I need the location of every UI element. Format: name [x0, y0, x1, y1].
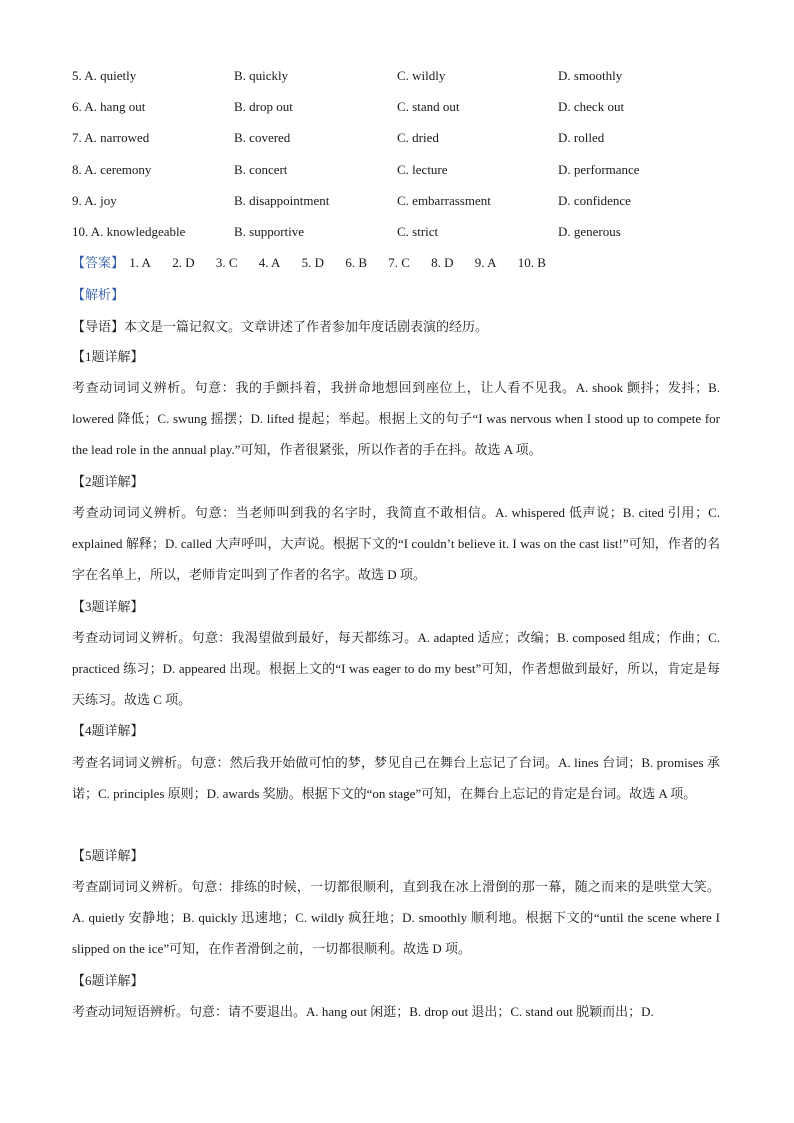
- answer-item: 8. D: [431, 255, 454, 270]
- option-b: B. supportive: [234, 223, 305, 239]
- option-a: 5. A. quietly: [72, 68, 137, 83]
- section-text: 考查动词短语辨析。句意：请不要退出。A. hang out 闲逛；B. drop out 退出；C. stand out 脱颖而出；D.: [72, 1004, 654, 1019]
- option-c: C. embarrassment: [397, 192, 491, 208]
- option-c: C. wildly: [397, 68, 446, 83]
- option-a: 10. A. knowledgeable: [72, 223, 186, 239]
- option-b: B. disappointment: [234, 192, 330, 208]
- answer-item: 3. C: [215, 255, 238, 270]
- option-d: D. performance: [558, 161, 640, 177]
- option-row: [72, 160, 732, 191]
- answer-item: 1. A: [129, 255, 151, 270]
- section-title: 【4题详解】: [72, 723, 144, 738]
- section-title: 【6题详解】: [72, 973, 144, 988]
- option-c: C. dried: [397, 130, 439, 146]
- option-row: [72, 191, 732, 222]
- answer-item: 10. B: [517, 255, 546, 270]
- option-b: B. concert: [234, 161, 288, 177]
- option-c: C. strict: [397, 223, 439, 239]
- option-d: D. generous: [558, 223, 621, 239]
- option-row: [72, 97, 732, 128]
- section-text: 考查动词词义辨析。句意：我渴望做到最好，每天都练习。A. adapted 适应；改编；B. composed 组成；作曲；C. practiced 练习；D. appeared 出现。根据上文的“I was eager to do my best”可知，作者想做到最好，所以，肯定是每天练习。故选 C 项。: [72, 630, 720, 708]
- section-text: 考查名词词义辨析。句意：然后我开始做可怕的梦，梦见自己在舞台上忘记了台词。A. lines 台词；B. promises 承诺；C. principles 原则；D. awards 奖励。根据下文的“on stage”可知，在舞台上忘记的肯定是台词。故选 A 项。: [72, 755, 720, 802]
- option-b: B. quickly: [234, 68, 289, 83]
- answer-item: 9. A: [474, 255, 497, 270]
- section-text: 考查副词词义辨析。句意：排练的时候，一切都很顺利，直到我在冰上滑倒的那一幕，随之而来的是哄堂大笑。A. quietly 安静地；B. quickly 迅速地；C. wildly 疯狂地；D. smoothly 顺利地。根据下文的“until the scene where I slipped on the ice”可知，在作者滑倒之前，一切都很顺利。故选 D 项。: [72, 879, 720, 957]
- answer-item: 2. D: [172, 255, 195, 270]
- option-d: D. check out: [558, 99, 625, 115]
- answer-label: 【答案】: [72, 255, 125, 270]
- answer-item: 5. D: [301, 255, 325, 270]
- analysis-label: 【解析】: [72, 287, 125, 302]
- option-a: 7. A. narrowed: [72, 130, 150, 146]
- option-a: 9. A. joy: [72, 192, 117, 208]
- answer-item: 6. B: [345, 255, 367, 270]
- option-b: B. covered: [234, 130, 291, 146]
- option-c: C. lecture: [397, 161, 448, 177]
- answer-key: [72, 253, 564, 273]
- answer-item: 4. A: [258, 255, 281, 270]
- section-title: 【2题详解】: [72, 474, 144, 489]
- option-row: [72, 66, 732, 97]
- option-d: D. smoothly: [558, 68, 623, 83]
- option-row: [72, 128, 732, 159]
- guide-text: 【导语】本文是一篇记叙文。文章讲述了作者参加年度话剧表演的经历。: [72, 319, 489, 334]
- option-b: B. drop out: [234, 99, 293, 115]
- answer-item: 7. C: [388, 255, 410, 270]
- option-d: D. confidence: [558, 192, 631, 208]
- option-row: [72, 222, 732, 253]
- option-a: 6. A. hang out: [72, 99, 146, 115]
- options-list: [72, 66, 732, 253]
- section-text: 考查动词词义辨析。句意：当老师叫到我的名字时，我简直不敢相信。A. whispered 低声说；B. cited 引用；C. explained 解释；D. called 大声呼叫，大声说。根据下文的“I couldn’t believe it. I was on the cast list!”可知，作者的名字在名单上，所以，老师肯定叫到了作者的名字。故选 D 项。: [72, 505, 720, 583]
- section-title: 【1题详解】: [72, 349, 144, 364]
- option-a: 8. A. ceremony: [72, 161, 152, 177]
- option-c: C. stand out: [397, 99, 460, 115]
- section-title: 【5题详解】: [72, 848, 144, 863]
- section-text: 考查动词词义辨析。句意：我的手颤抖着，我拼命地想回到座位上，让人看不见我。A. shook 颤抖；发抖；B. lowered 降低；C. swung 摇摆；D. lifted 提起；举起。根据上文的句子“I was nervous when I stood up to compete for the lead role in the annual play.”可知，作者很紧张，所以作者的手在抖。故选 A 项。: [72, 380, 720, 458]
- section-title: 【3题详解】: [72, 599, 144, 614]
- option-d: D. rolled: [558, 130, 605, 146]
